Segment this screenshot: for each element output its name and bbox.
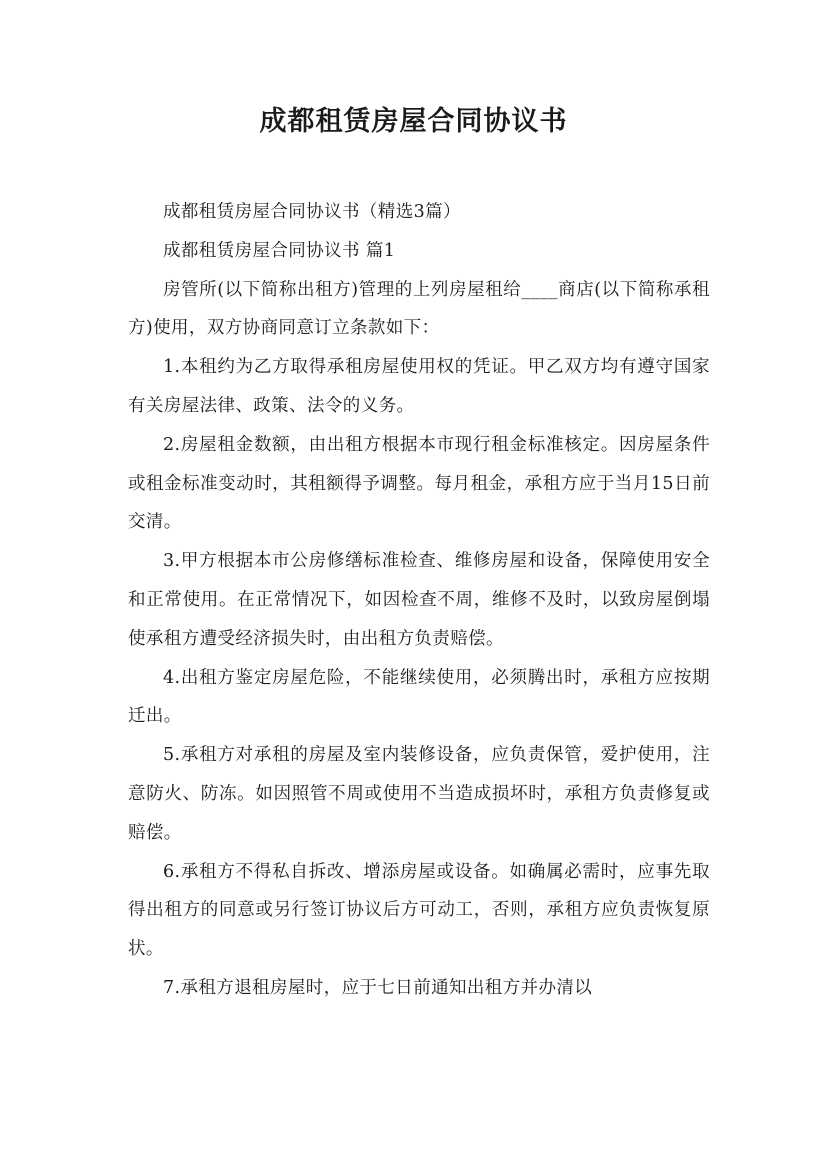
document-body bbox=[128, 193, 710, 1008]
paragraph-section-heading: 成都租赁房屋合同协议书 篇1 bbox=[163, 240, 396, 261]
paragraph-clause-6: 6.承租方不得私自拆改、增添房屋或设备。如确属必需时，应事先取得出租方的同意或另行签订协议后方可动工，否则，承租方应负责恢复原状。 bbox=[128, 861, 710, 960]
paragraph-clause-2: 2.房屋租金数额，由出租方根据本市现行租金标准核定。因房屋条件或租金标准变动时，其租额得予调整。每月租金，承租方应于当月15日前交清。 bbox=[128, 434, 710, 533]
paragraph-clause-3: 3.甲方根据本市公房修缮标准检查、维修房屋和设备，保障使用安全和正常使用。在正常情况下，如因检查不周，维修不及时，以致房屋倒塌使承租方遭受经济损失时，由出租方负责赔偿。 bbox=[128, 551, 710, 649]
document-title: 成都租赁房屋合同协议书 bbox=[259, 106, 568, 137]
paragraph-intro: 房管所(以下简称出租方)管理的上列房屋租给____商店(以下简称承租方)使用，双方协商同意订立条款如下： bbox=[128, 279, 710, 339]
paragraph-clause-5: 5.承租方对承租的房屋及室内装修设备，应负责保管，爱护使用，注意防火、防冻。如因照管不周或使用不当造成损坏时，承租方负责修复或赔偿。 bbox=[128, 745, 710, 843]
paragraph-subtitle: 成都租赁房屋合同协议书（精选3篇） bbox=[163, 202, 461, 222]
paragraph-clause-1: 1.本租约为乙方取得承租房屋使用权的凭证。甲乙双方均有遵守国家有关房屋法律、政策、法令的义务。 bbox=[128, 357, 710, 416]
paragraph-clause-4: 4.出租方鉴定房屋危险，不能继续使用，必须腾出时，承租方应按期迁出。 bbox=[128, 667, 710, 727]
paragraph-clause-7: 7.承租方退租房屋时，应于七日前通知出租方并办清以 bbox=[163, 977, 593, 998]
